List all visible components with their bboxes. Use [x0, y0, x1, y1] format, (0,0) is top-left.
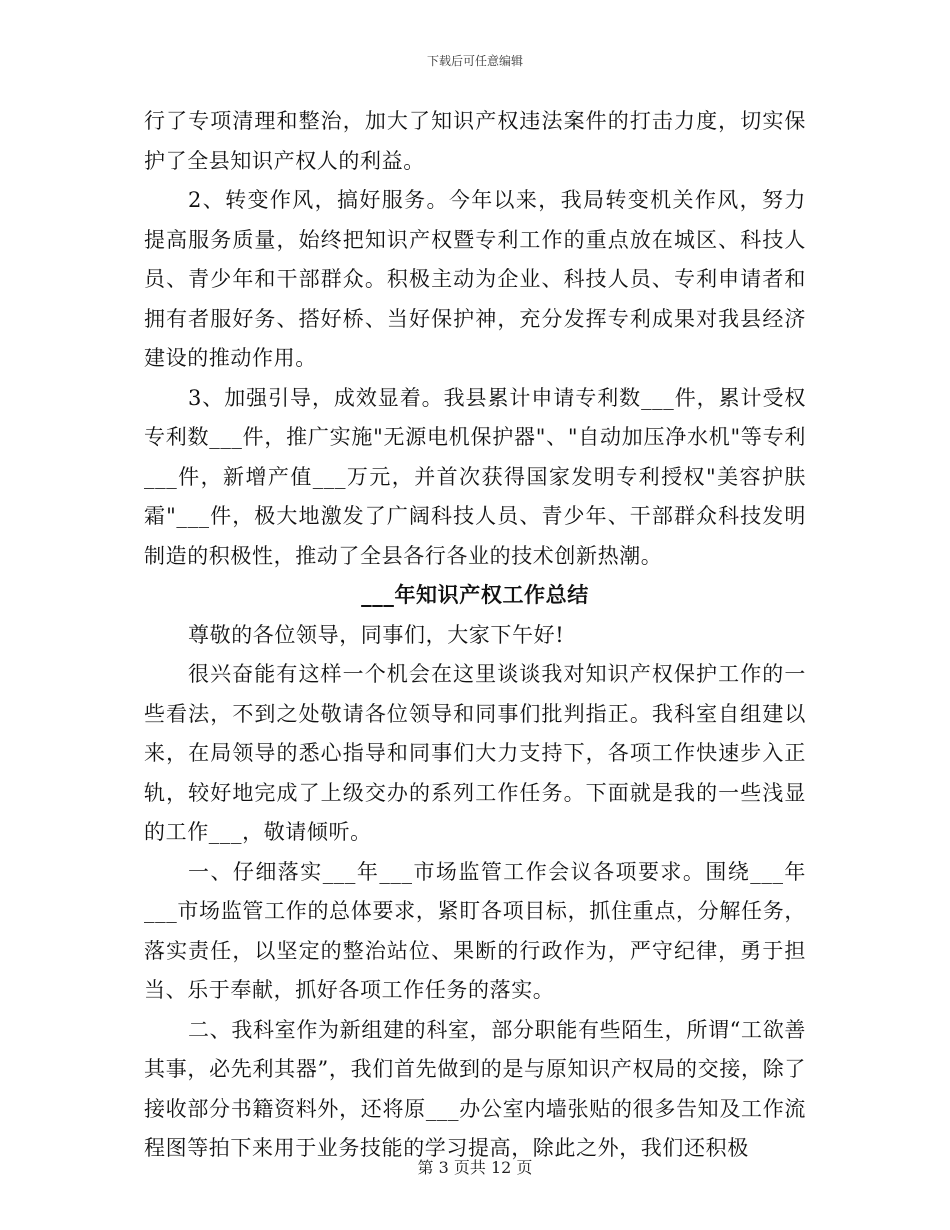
section-title: ___年知识产权工作总结: [361, 583, 589, 607]
paragraph-item-one: 一、仔细落实___年___市场监管工作会议各项要求。围绕___年___市场监管工作的总体要求，紧盯各项目标，抓住重点，分解任务，落实责任，以坚定的整治站位、果断的行政作为，严守纪律，勇于担当、乐于奉献，抓好各项工作任务的落实。: [144, 859, 806, 1002]
paragraph-continuation: 行了专项清理和整治，加大了知识产权违法案件的打击力度，切实保护了全县知识产权人的利益。: [144, 109, 806, 173]
paragraph-service: 2、转变作风，搞好服务。今年以来，我局转变机关作风，努力提高服务质量，始终把知识产权暨专利工作的重点放在城区、科技人员、青少年和干部群众。积极主动为企业、科技人员、专利申请者和拥有者服好务、搭好桥、当好保护神，充分发挥专利成果对我县经济建设的推动作用。: [144, 188, 806, 370]
paragraph-guidance: 3、加强引导，成效显着。我县累计申请专利数___件，累计受权专利数___件，推广实施"无源电机保护器"、"自动加压净水机"等专利___件，新增产值___万元，并首次获得国家发明专利授权"美容护肤霜"___件，极大地激发了广阔科技人员、青少年、干部群众科技发明制造的积极性，推动了全县各行各业的技术创新热潮。: [144, 385, 806, 568]
document-body: [144, 102, 806, 1169]
page-header-note: 下载后可任意编辑: [426, 54, 523, 68]
page-number: 第 3 页共 12 页: [417, 1158, 533, 1177]
paragraph-item-two: 二、我科室作为新组建的科室，部分职能有些陌生，所谓“工欲善其事，必先利其器”，我们首先做到的是与原知识产权局的交接，除了接收部分书籍资料外，还将原___办公室内墙张贴的很多告知及工作流程图等拍下来用于业务技能的学习提高，除此之外，我们还积极: [144, 1017, 806, 1160]
paragraph-intro: 很兴奋能有这样一个机会在这里谈谈我对知识产权保护工作的一些看法，不到之处敬请各位领导和同事们批判指正。我科室自组建以来，在局领导的悉心指导和同事们大力支持下，各项工作快速步入正轨，较好地完成了上级交办的系列工作任务。下面就是我的一些浅显的工作___，敬请倾听。: [144, 662, 806, 844]
greeting: 尊敬的各位领导，同事们，大家下午好!: [188, 622, 565, 647]
